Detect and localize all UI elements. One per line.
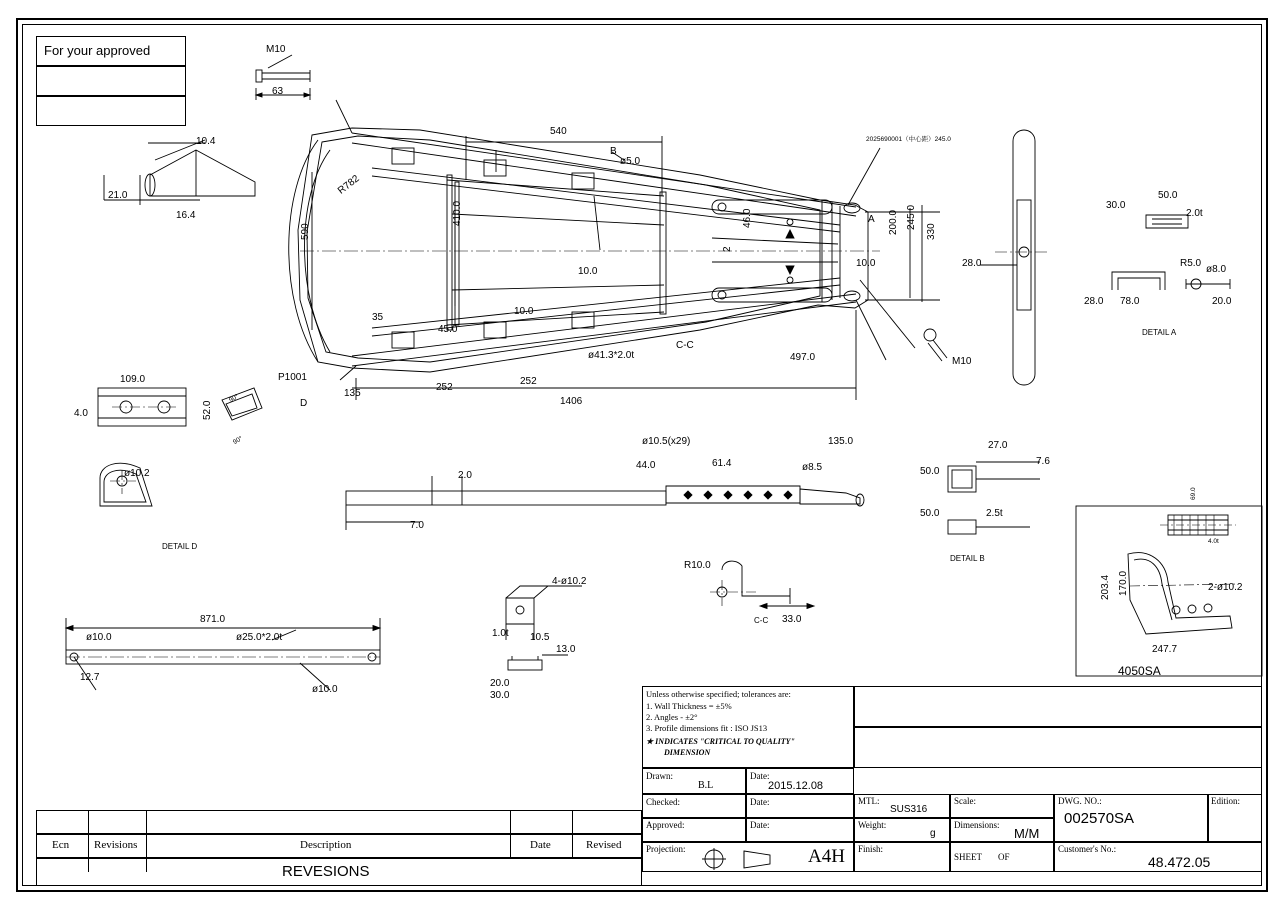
dim-1406: 1406 <box>560 396 583 407</box>
checked-label: Checked: <box>646 797 680 807</box>
paper-size-label: A4H <box>808 846 845 867</box>
dim-4050-69: 69.0 <box>1190 487 1197 500</box>
dim-dia-5: ø5.0 <box>620 156 641 167</box>
checked-date-label: Date: <box>750 797 770 807</box>
notes-line-2: 2. Angles - ±2° <box>646 712 698 722</box>
dim-252-a: 252 <box>436 382 453 393</box>
mtl-value: SUS316 <box>890 804 928 815</box>
dim-a-2-0t: 2.0t <box>1186 208 1203 219</box>
dwg-no-value: 002570SA <box>1064 810 1135 827</box>
dim-lb-dia10a: ø10.0 <box>86 632 112 643</box>
dim-lb-25: ø25.0*2.0t <box>236 632 283 643</box>
revisions-blank-row <box>36 810 642 834</box>
dimensions-label: Dimensions: <box>954 820 1000 830</box>
dim-m10-bottom: M10 <box>952 356 972 367</box>
dim-410: 410.0 <box>452 200 463 226</box>
dim-a-30: 30.0 <box>1106 200 1126 211</box>
dim-871: 871.0 <box>200 614 226 625</box>
label-cc-main: C-C <box>676 340 694 351</box>
dim-lb-dia10b: ø10.0 <box>312 684 338 695</box>
dim-a-28: 28.0 <box>1084 296 1104 307</box>
dim-4050-170: 170.0 <box>1118 570 1129 596</box>
notes-star-2: DIMENSION <box>664 748 711 757</box>
dim-bar-7-0: 7.0 <box>410 520 424 531</box>
dim-10-lower: 10.0 <box>514 306 534 317</box>
notes-heading: Unless otherwise specified; tolerances are: <box>646 689 791 699</box>
dim-540: 540 <box>550 126 567 137</box>
revisions-header-description: Description <box>300 839 352 851</box>
dim-b-50b: 50.0 <box>920 508 940 519</box>
customer-no-label: Customer's No.: <box>1058 844 1117 854</box>
dim-35: 35 <box>372 312 384 323</box>
dim-d-dia10-2: ø10.2 <box>124 468 150 479</box>
revisions-caption: REVESIONS <box>282 863 370 880</box>
dim-bar-dia8-5: ø8.5 <box>802 462 823 473</box>
dim-lb-12-7: 12.7 <box>80 672 100 683</box>
titleblock-blank-1 <box>854 686 1262 727</box>
dim-a-50: 50.0 <box>1158 190 1178 201</box>
dim-a-r5: R5.0 <box>1180 258 1202 269</box>
dim-63: 63 <box>272 86 284 97</box>
dim-bar-61-4: 61.4 <box>712 458 732 469</box>
dim-252-b: 252 <box>520 376 537 387</box>
dim-33-0: 33.0 <box>782 614 802 625</box>
dim-a-dia8: ø8.0 <box>1206 264 1227 275</box>
dim-590: 590 <box>300 223 311 240</box>
dim-a-78: 78.0 <box>1120 296 1140 307</box>
date-value: 2015.12.08 <box>768 780 824 792</box>
dim-r782: R782 <box>336 173 362 197</box>
dim-45: 45.0 <box>438 324 458 335</box>
dim-d-52: 52.0 <box>202 400 213 420</box>
revisions-header-ecn: Ecn <box>52 839 70 851</box>
finish-label: Finish: <box>858 844 884 854</box>
dwg-no-label: DWG. NO.: <box>1058 796 1102 806</box>
scale-label: Scale: <box>954 796 976 806</box>
dim-4050-247-7: 247.7 <box>1152 644 1178 655</box>
dim-d-109: 109.0 <box>120 374 146 385</box>
dim-10-4: 10.4 <box>196 136 216 147</box>
mtl-label: MTL: <box>858 796 880 806</box>
dim-bar-135: 135.0 <box>828 436 854 447</box>
dim-tube-spec: ø41.3*2.0t <box>588 350 635 361</box>
dim-4050-2-dia10-2: 2-ø10.2 <box>1208 582 1243 593</box>
sheet-of-label: OF <box>998 852 1010 862</box>
dim-16-4: 16.4 <box>176 210 196 221</box>
label-4050sa: 4050SA <box>1118 664 1161 678</box>
dim-4-dia10-2: 4-ø10.2 <box>552 576 587 587</box>
dim-m10-top: M10 <box>266 44 286 55</box>
dim-r10: R10.0 <box>684 560 711 571</box>
approved-label: Approved: <box>646 820 685 830</box>
dim-bar-44: 44.0 <box>636 460 656 471</box>
dim-d-4: 4.0 <box>74 408 88 419</box>
dim-1-0t: 1.0t <box>492 628 509 639</box>
dim-200: 200.0 <box>888 209 899 235</box>
dim-21-0: 21.0 <box>108 190 128 201</box>
notes-line-3: 3. Profile dimensions fit : ISO JS13 <box>646 723 768 733</box>
label-detail-d: DETAIL D <box>162 542 198 551</box>
dimensions-value: M/M <box>1014 826 1040 841</box>
dim-245: 245.0 <box>906 204 917 230</box>
dim-b-50a: 50.0 <box>920 466 940 477</box>
projection-label: Projection: <box>646 844 686 854</box>
dim-d-90b: 90° <box>232 435 245 447</box>
dim-13-0: 13.0 <box>556 644 576 655</box>
edition-label: Edition: <box>1211 796 1240 806</box>
dim-b-2-5t: 2.5t <box>986 508 1003 519</box>
dim-bar-holes: ø10.5(x29) <box>642 436 691 447</box>
dim-4050-203-4: 203.4 <box>1100 574 1111 600</box>
weight-label: Weight: <box>858 820 887 830</box>
dim-10-right: 10.0 <box>856 258 876 269</box>
dim-b-7-6: 7.6 <box>1036 456 1050 467</box>
note-cn: 2025690001（中心距）245.0 <box>866 136 951 143</box>
dim-28-side: 28.0 <box>962 258 982 269</box>
dim-135: 135 <box>344 388 361 399</box>
label-p1001: P1001 <box>278 372 307 383</box>
date-label: Date: <box>750 771 770 781</box>
revisions-header-date: Date <box>530 839 551 851</box>
dim-2-mark: 2 <box>722 246 733 252</box>
label-detail-b: DETAIL B <box>950 554 985 563</box>
dim-10-5: 10.5 <box>530 632 550 643</box>
titleblock-blank-2 <box>854 727 1262 768</box>
label-a: A <box>868 214 875 225</box>
label-d-main: D <box>300 398 308 409</box>
dim-20-0: 20.0 <box>490 678 510 689</box>
dim-a-20: 20.0 <box>1212 296 1232 307</box>
dim-10-center: 10.0 <box>578 266 598 277</box>
sheet-label: SHEET <box>954 852 982 862</box>
label-b: B <box>610 146 617 157</box>
customer-no-value: 48.472.05 <box>1148 854 1211 870</box>
revisions-header-revisions: Revisions <box>94 839 138 851</box>
notes-star-1: ★ INDICATES "CRITICAL TO QUALITY" <box>646 737 795 746</box>
approval-box-title-text: For your approved <box>44 43 151 58</box>
label-cc-hook: C-C <box>754 616 769 625</box>
dim-4050-4t: 4.0t <box>1208 538 1219 545</box>
drawn-value: B.L <box>698 780 714 791</box>
revisions-header-revised: Revised <box>586 839 622 851</box>
dim-330: 330 <box>926 223 937 240</box>
dim-30-0: 30.0 <box>490 690 510 701</box>
drawn-label: Drawn: <box>646 771 673 781</box>
approved-date-label: Date: <box>750 820 770 830</box>
label-detail-a: DETAIL A <box>1142 328 1177 337</box>
dim-bar-2-0: 2.0 <box>458 470 472 481</box>
dim-d-90a: 90° <box>228 393 241 405</box>
dim-b-27: 27.0 <box>988 440 1008 451</box>
notes-line-1: 1. Wall Thickness = ±5% <box>646 701 732 711</box>
dim-497: 497.0 <box>790 352 816 363</box>
weight-value: g <box>930 828 936 839</box>
dim-46: 46.0 <box>742 208 753 228</box>
